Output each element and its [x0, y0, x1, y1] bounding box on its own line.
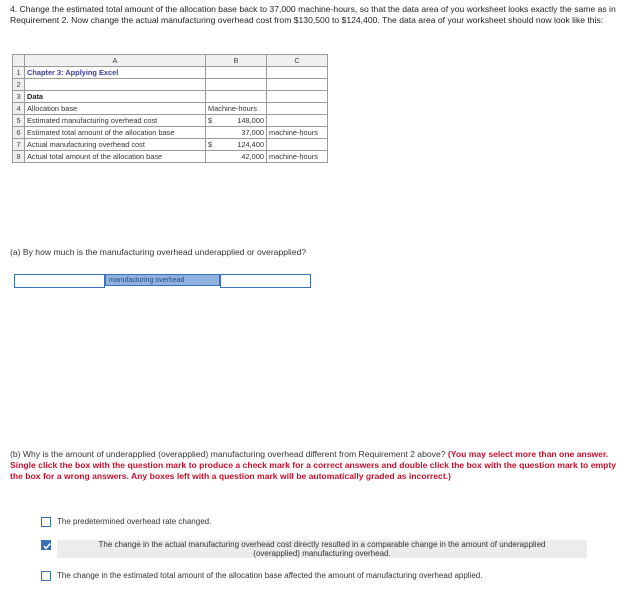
cell-c1 [267, 67, 328, 79]
question-b-instruction: (You may select more than one answer. Single click the box with the question mark to produce a check mark for a correct answers and double click the box with the question mark to empty the box for a wrong answers. Any boxes left with a question mark will be automatically graded as incorrect.) [10, 449, 617, 481]
question-b-text: (b) Why is the amount of underapplied (overapplied) manufacturing overhead different from Requirement 2 above? [10, 449, 446, 459]
cell-c5 [267, 115, 328, 127]
corner-cell [13, 55, 25, 67]
data-label: Data [25, 91, 206, 103]
answer-a-suffix-input[interactable] [220, 274, 311, 288]
cell-b1 [206, 67, 267, 79]
option-3-label: The change in the estimated total amount of the allocation base affected the amount of manufacturing overhead applied. [57, 571, 483, 580]
cell-c7 [267, 139, 328, 151]
row-number: 4 [13, 103, 25, 115]
cell-b7-value: 124,400 [237, 140, 264, 149]
checkmark-icon[interactable] [41, 540, 51, 550]
cell-c8: machine-hours [267, 151, 328, 163]
col-header-c: C [267, 55, 328, 67]
currency-symbol: $ [208, 140, 213, 149]
cell-b3 [206, 91, 267, 103]
cell-b2 [206, 79, 267, 91]
cell-c2 [267, 79, 328, 91]
col-header-a: A [25, 55, 206, 67]
row-number: 8 [13, 151, 25, 163]
col-header-b: B [206, 55, 267, 67]
option-1[interactable] [41, 517, 211, 527]
sheet-title: Chapter 3: Applying Excel [25, 67, 206, 79]
question-b [10, 449, 622, 482]
cell-c6: machine-hours [267, 127, 328, 139]
cell-a5: Estimated manufacturing overhead cost [25, 115, 206, 127]
row-number: 7 [13, 139, 25, 151]
cell-b5-value: 148,000 [237, 116, 264, 125]
amount-input[interactable] [14, 274, 105, 288]
requirement-4-intro: 4. Change the estimated total amount of the allocation base back to 37,000 machine-hours, so that the data area of you worksheet looks exactly the same as in Requirement 2. Now change the actual manufacturing overhead cost from $130,500 to $124,400. The data area of your worksheet should now look like this: [10, 4, 616, 25]
checkbox-icon[interactable] [41, 517, 51, 527]
row-number: 5 [13, 115, 25, 127]
option-2-label [57, 540, 587, 558]
checkbox-icon[interactable] [41, 571, 51, 581]
cell-a7: Actual manufacturing overhead cost [25, 139, 206, 151]
cell-b6: 37,000 [206, 127, 267, 139]
cell-a4: Allocation base [25, 103, 206, 115]
question-a: (a) By how much is the manufacturing overhead underapplied or overapplied? [10, 247, 307, 257]
cell-b4: Machine-hours [206, 103, 267, 115]
cell-c3 [267, 91, 328, 103]
option-1-label: The predetermined overhead rate changed. [57, 517, 212, 526]
currency-symbol: $ [208, 116, 213, 125]
option-2-label-line2: (overapplied) manufacturing overhead. [253, 549, 391, 558]
option-3[interactable] [41, 571, 482, 581]
cell-b8: 42,000 [206, 151, 267, 163]
cell-b5 [206, 115, 267, 127]
underapplied-overapplied-select[interactable]: manufacturing overhead [105, 274, 220, 286]
cell-b7 [206, 139, 267, 151]
row-number: 2 [13, 79, 25, 91]
row-number: 1 [13, 67, 25, 79]
option-2[interactable] [41, 540, 587, 558]
cell-a6: Estimated total amount of the allocation base [25, 127, 206, 139]
cell-c4 [267, 103, 328, 115]
row-number: 3 [13, 91, 25, 103]
row-number: 6 [13, 127, 25, 139]
answer-a-row [14, 274, 311, 288]
option-2-label-line1: The change in the actual manufacturing overhead cost directly resulted in a comparable change in the amount of underapplied [98, 540, 546, 549]
cell-a8: Actual total amount of the allocation base [25, 151, 206, 163]
spreadsheet-data-area [12, 54, 328, 163]
cell-a2 [25, 79, 206, 91]
